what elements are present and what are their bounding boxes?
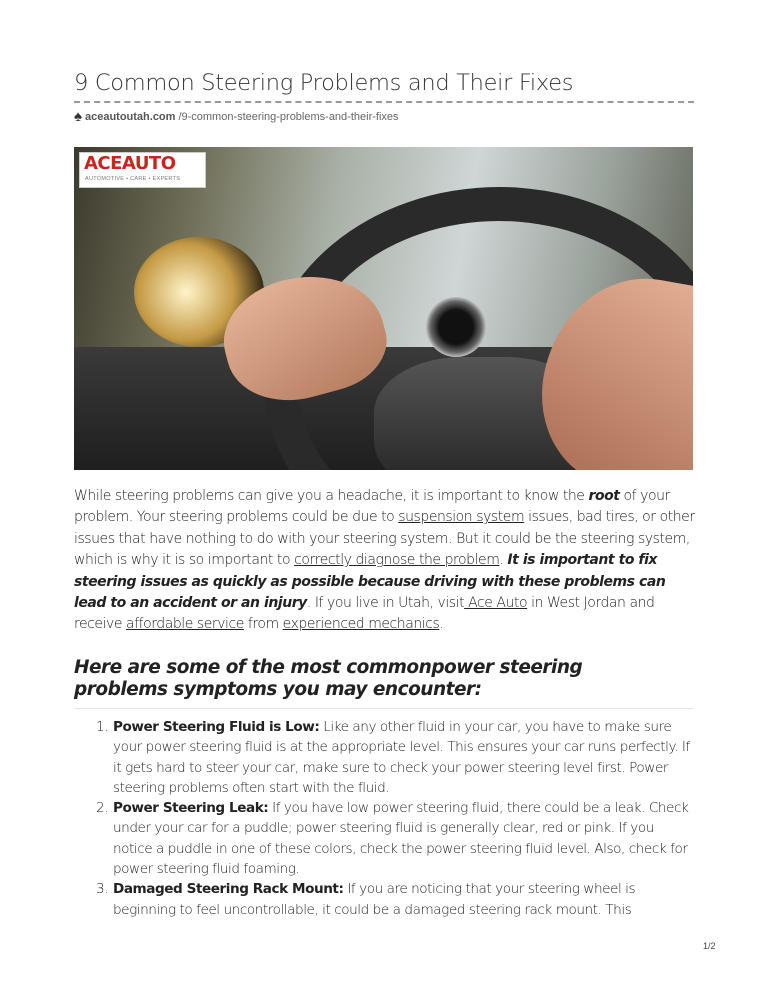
link-experienced-mechanics[interactable]: experienced mechanics (282, 616, 440, 633)
list-item: 1. Power Steering Fluid is Low: Like any other fluid in your car, you have to make sure your power steering fluid is at the appropriate level. This ensures your car runs perfectly. If it gets hard to steer your car, make sure to check your power steering level first. Power steering problems often start with the fluid. (112, 717, 694, 798)
source-domain: aceautoutah.com (84, 110, 176, 123)
page-number: 1/2 (703, 941, 716, 951)
page-title: 9 Common Steering Problems and Their Fixes (74, 70, 574, 96)
list-item: 2. Power Steering Leak: If you have low power steering fluid, there could be a leak. Check under your car for a puddle; power steering fluid is generally clear, red or pink. If you notice a puddle in one of these colors, check the power steering fluid level. Also, check for power steering fluid foaming. (112, 798, 694, 879)
title-divider (74, 101, 694, 103)
ace-auto-logo: ACEAUTO AUTOMOTIVE • CARE • EXPERTS (79, 152, 206, 188)
link-diagnose-problem[interactable]: correctly diagnose the problem (294, 552, 500, 569)
spade-icon: ♠ (74, 108, 82, 125)
link-ace-auto[interactable]: Ace Auto (464, 595, 528, 612)
section-heading: Here are some of the most commonpower steering problems symptoms you may encounter: (74, 657, 583, 700)
list-item: 3. Damaged Steering Rack Mount: If you are noticing that your steering wheel is beginning to feel uncontrollable, it could be a damaged steering rack mount. This (112, 879, 694, 920)
intro-paragraph: While steering problems can give you a headache, it is important to know the root of your problem. Your steering problems could be due to suspension system issues, bad tires, or other issues that have nothing to do with your steering system. But it could be the steering system, which is why it is so important to correctly diagnose the problem. It is important to fix steering issues as quickly as possible because driving with these problems can lead to an accident or an injury. If you live in Utah, visit Ace Auto in West Jordan and receive affordable service from experienced mechanics. (74, 488, 695, 633)
link-affordable-service[interactable]: affordable service (126, 616, 244, 633)
problems-list (74, 717, 694, 920)
source-path: /9-common-steering-problems-and-their-fixes (178, 110, 399, 123)
source-url[interactable] (74, 109, 399, 124)
link-suspension-system[interactable]: suspension system (398, 509, 525, 526)
hero-image-steering-wheel (74, 147, 693, 470)
heading-divider (74, 708, 694, 709)
